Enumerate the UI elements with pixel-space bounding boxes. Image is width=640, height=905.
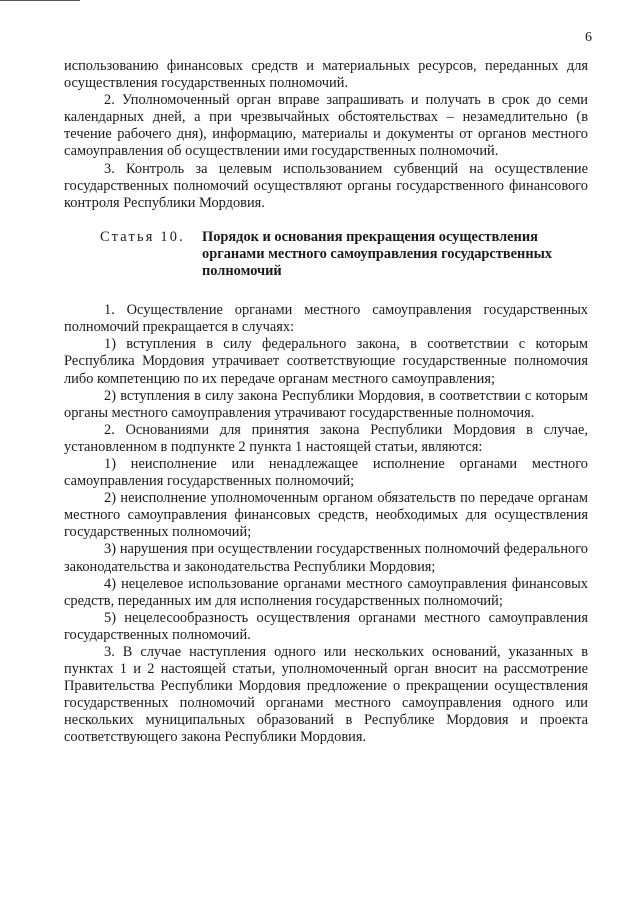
article-paragraph-2: 2. Основаниями для принятия закона Республики Мордовия в случае, установленном в подпункте 2 пункта 1 настоящей статьи, являются: [64,421,588,455]
article-title: Порядок и основания прекращения осуществления органами местного самоуправления государственных полномочий [202,228,553,280]
article-label: Статья 10. [100,228,185,245]
article-heading [64,229,588,280]
article-item-2-4: 4) нецелевое использование органами местного самоуправления финансовых средств, переданных им для исполнения государственных полномочий; [64,575,588,609]
article-item-2-5: 5) нецелесообразность осуществления органами местного самоуправления государственных полномочий. [64,609,588,643]
article-item-1-2: 2) вступления в силу закона Республики Мордовия, в соответствии с которым органы местного самоуправления утрачивают государственные полномочия. [64,387,588,421]
article-paragraph-1: 1. Осуществление органами местного самоуправления государственных полномочий прекращается в случаях: [64,302,588,336]
article-item-2-2: 2) неисполнение уполномоченным органом обязательств по передаче органам местного самоуправления финансовых средств, необходимых для осуществления государственных полномочий; [64,490,588,541]
article-item-2-1: 1) неисполнение или ненадлежащее исполнение органами местного самоуправления государственных полномочий; [64,455,588,490]
scan-artifact-line [0,0,80,1]
article-item-1-1: 1) вступления в силу федерального закона, в соответствии с которым Республика Мордовия утрачивает соответствующие государственные полномочия либо компетенцию по их передаче органам местного самоуправления; [64,336,588,387]
paragraph-3: 3. Контроль за целевым использованием субвенций на осуществление государственных полномочий осуществляют органы государственного финансового контроля Республики Мордовия. [64,160,588,211]
paragraph-continuation: использованию финансовых средств и материальных ресурсов, переданных для осуществления государственных полномочий. [64,58,588,92]
article-paragraph-3: 3. В случае наступления одного или нескольких оснований, указанных в пунктах 1 и 2 настоящей статьи, уполномоченный орган вносит на рассмотрение Правительства Республики Мордовия предложение о прекращении осуществления государственных полномочий органами местного самоуправления одного или нескольких муниципальных образований в Республике Мордовия и проекта соответствующего закона Республики Мордовия. [64,644,588,746]
article-item-2-3: 3) нарушения при осуществлении государственных полномочий федерального законодательства и законодательства Республики Мордовия; [64,541,588,575]
paragraph-2: 2. Уполномоченный орган вправе запрашивать и получать в срок до семи календарных дней, а при чрезвычайных обстоятельствах – незамедлительно (в течение рабочего дня), информацию, материалы и документы от органов местного самоуправления об осуществлении ими государственных полномочий. [64,92,588,160]
page-number: 6 [585,30,592,45]
document-body [64,58,588,747]
